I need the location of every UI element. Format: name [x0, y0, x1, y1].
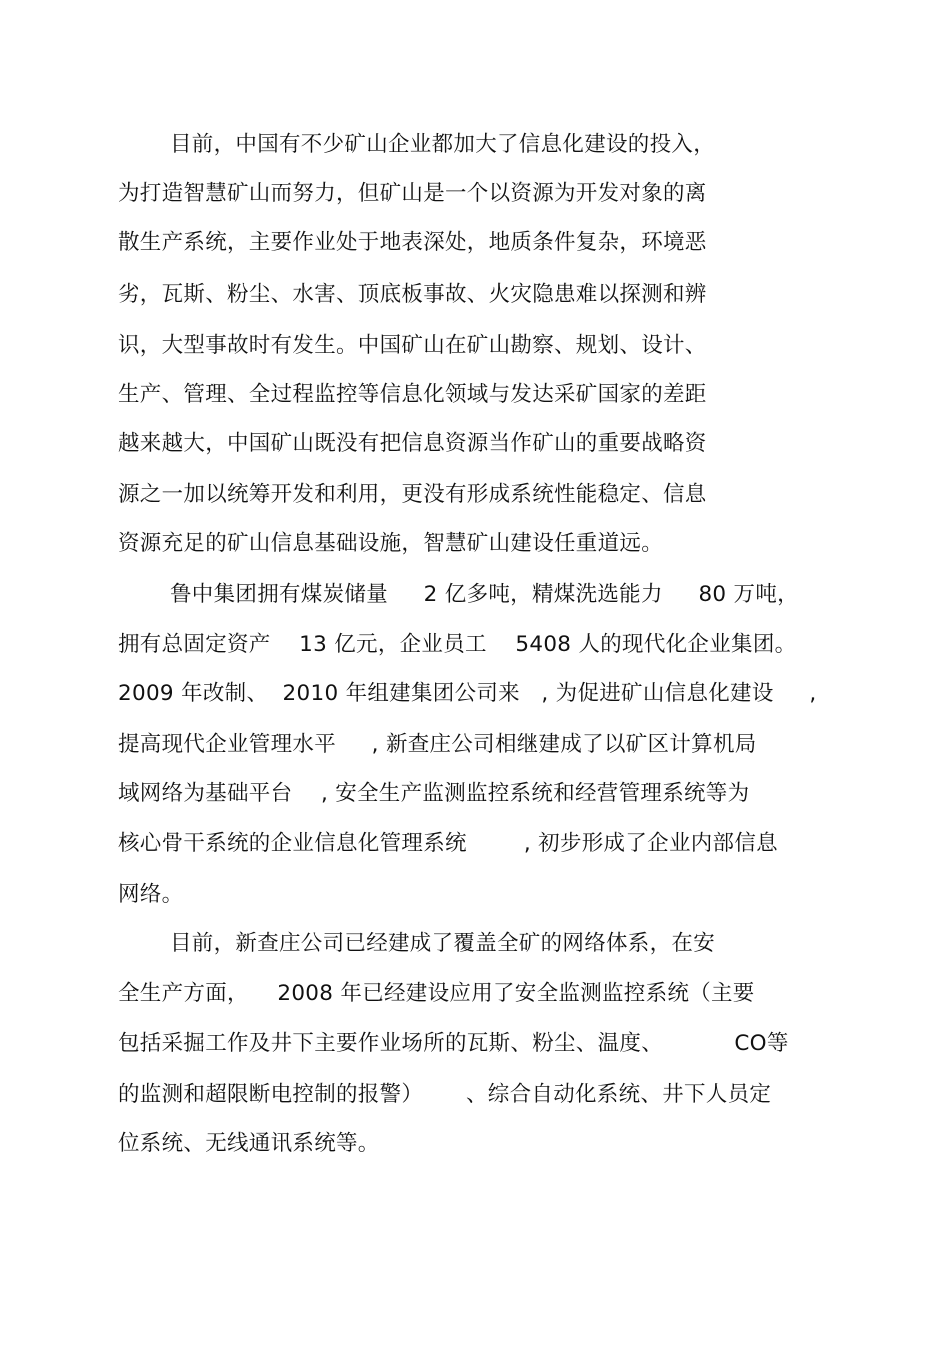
paragraph-3-line-4: 的监测和超限断电控制的报警） 、综合自动化系统、井下人员定 — [118, 1082, 772, 1107]
paragraph-1-line-7: 越来越大，中国矿山既没有把信息资源当作矿山的重要战略资 — [118, 431, 707, 456]
paragraph-3-line-2: 全生产方面， 2008 年已经建设应用了安全监测监控系统（主要 — [118, 981, 755, 1006]
paragraph-1-line-5: 识，大型事故时有发生。中国矿山在矿山勘察、规划、设计、 — [118, 333, 707, 358]
paragraph-2-line-7: 网络。 — [118, 882, 184, 907]
paragraph-2-line-2: 拥有总固定资产 13 亿元，企业员工 5408 人的现代化企业集团。 — [118, 632, 797, 657]
paragraph-1-line-9: 资源充足的矿山信息基础设施，智慧矿山建设任重道远。 — [118, 531, 664, 556]
paragraph-2-line-6: 核心骨干系统的企业信息化管理系统 , 初步形成了企业内部信息 — [118, 831, 778, 856]
paragraph-2-line-5: 域网络为基础平台 , 安全生产监测监控系统和经营管理系统等为 — [118, 781, 750, 806]
paragraph-3-line-3: 包括采掘工作及井下主要作业场所的瓦斯、粉尘、温度、 CO等 — [118, 1031, 789, 1056]
paragraph-1-line-8: 源之一加以统筹开发和利用，更没有形成系统性能稳定、信息 — [118, 482, 707, 507]
paragraph-3-line-1: 目前，新查庄公司已经建成了覆盖全矿的网络体系，在安 — [170, 931, 716, 956]
paragraph-1-line-6: 生产、管理、全过程监控等信息化领域与发达采矿国家的差距 — [118, 382, 707, 407]
paragraph-2-line-1: 鲁中集团拥有煤炭储量 2 亿多吨，精煤洗选能力 80 万吨， — [170, 582, 799, 607]
paragraph-3-line-5: 位系统、无线通讯系统等。 — [118, 1131, 380, 1156]
paragraph-2-line-3: 2009 年改制、 2010 年组建集团公司来 , 为促进矿山信息化建设 , — [118, 681, 817, 706]
paragraph-2-line-4: 提高现代企业管理水平 , 新查庄公司相继建成了以矿区计算机局 — [118, 732, 757, 757]
paragraph-1-line-4: 劣，瓦斯、粉尘、水害、顶底板事故、火灾隐患难以探测和辨 — [118, 282, 707, 307]
paragraph-1-line-1: 目前，中国有不少矿山企业都加大了信息化建设的投入， — [170, 132, 716, 157]
paragraph-1-line-3: 散生产系统，主要作业处于地表深处，地质条件复杂，环境恶 — [118, 230, 707, 255]
paragraph-1-line-2: 为打造智慧矿山而努力，但矿山是一个以资源为开发对象的离 — [118, 181, 707, 206]
